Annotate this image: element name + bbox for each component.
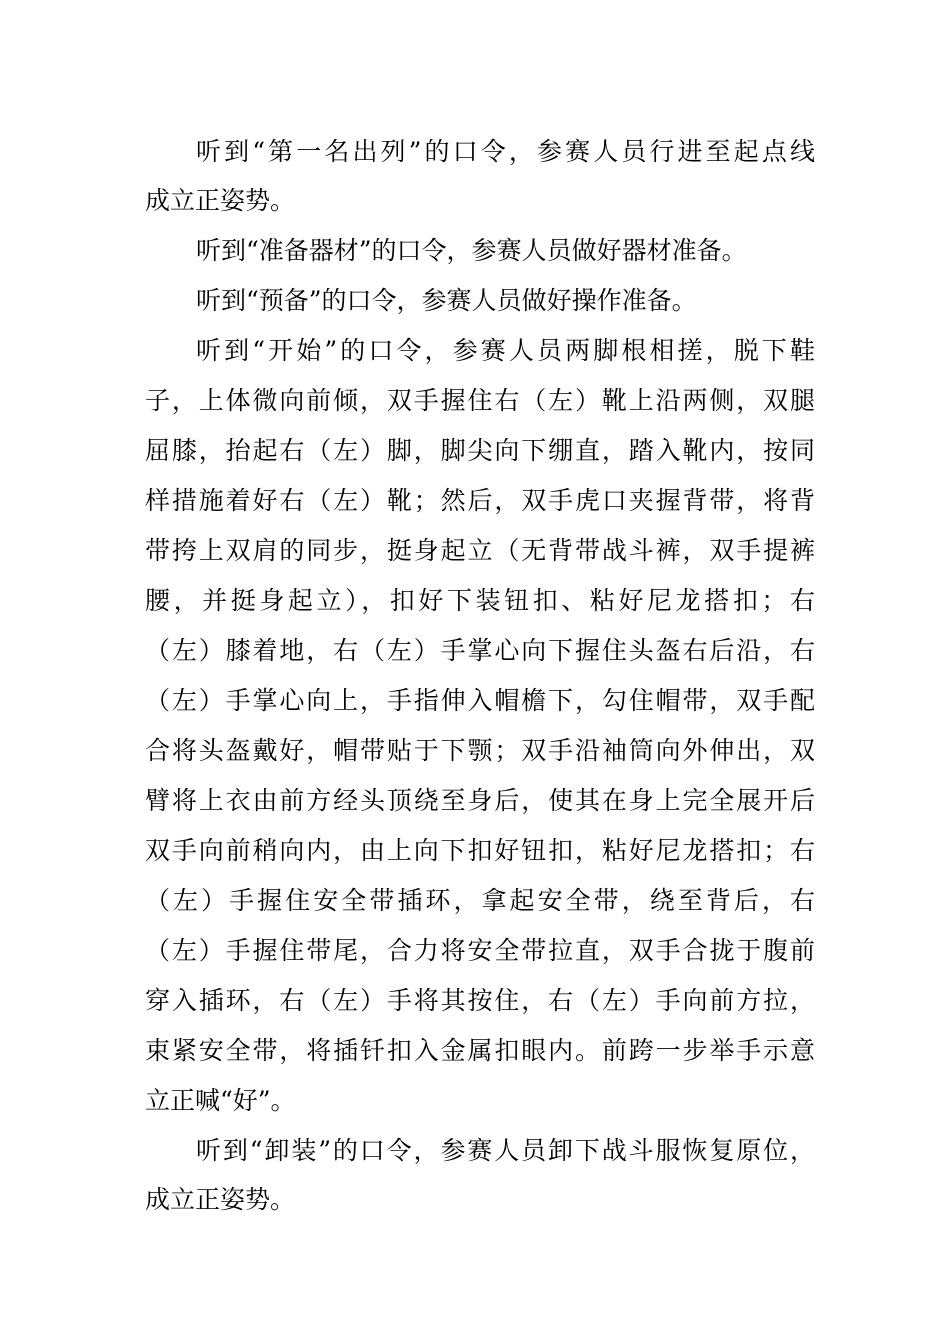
paragraph-4-line-7: （左）膝着地，右（左）手掌心向下握住头盔右后沿，右: [145, 636, 815, 665]
paragraph-4-line-5: 带挎上双肩的同步，挺身起立（无背带战斗裤，双手提裤: [145, 536, 815, 565]
paragraph-4-line-10: 臂将上衣由前方经头顶绕至身后，使其在身上完全展开后: [145, 786, 815, 815]
paragraph-4-line-9: 合将头盔戴好，帽带贴于下颚；双手沿袖筒向外伸出，双: [145, 736, 815, 765]
paragraph-4-line-11: 双手向前稍向内，由上向下扣好钮扣，粘好尼龙搭扣；右: [145, 836, 815, 865]
paragraph-1-line-2: 成立正姿势。: [145, 186, 296, 215]
paragraph-4-line-12: （左）手握住安全带插环，拿起安全带，绕至背后，右: [145, 886, 815, 915]
paragraph-4-line-14: 穿入插环，右（左）手将其按住，右（左）手向前方拉，: [145, 986, 815, 1015]
paragraph-4-line-4: 样措施着好右（左）靴；然后，双手虎口夹握背带，将背: [145, 486, 815, 515]
paragraph-4-line-3: 屈膝，抬起右（左）脚，脚尖向下绷直，踏入靴内，按同: [145, 436, 815, 465]
paragraph-3-line-1: 听到“预备”的口令，参赛人员做好操作准备。: [196, 286, 697, 315]
paragraph-4-line-13: （左）手握住带尾，合力将安全带拉直，双手合拢于腹前: [145, 936, 815, 965]
paragraph-4-line-15: 束紧安全带，将插钎扣入金属扣眼内。前跨一步举手示意: [145, 1036, 815, 1065]
paragraph-5-line-2: 成立正姿势。: [145, 1185, 296, 1214]
paragraph-4-line-2: 子，上体微向前倾，双手握住右（左）靴上沿两侧，双腿: [145, 386, 815, 415]
paragraph-5-line-1: 听到“卸装”的口令，参赛人员卸下战斗服恢复原位，: [196, 1136, 815, 1165]
paragraph-4-line-6: 腰，并挺身起立），扣好下装钮扣、粘好尼龙搭扣；右: [145, 586, 815, 615]
paragraph-2-line-1: 听到“准备器材”的口令，参赛人员做好器材准备。: [196, 236, 747, 265]
paragraph-4-line-16: 立正喊“好”。: [145, 1086, 296, 1115]
paragraph-1-line-1: 听到“第一名出列”的口令，参赛人员行进至起点线: [196, 137, 815, 166]
paragraph-4-line-8: （左）手掌心向上，手指伸入帽檐下，勾住帽带，双手配: [145, 686, 815, 715]
paragraph-4-line-1: 听到“开始”的口令，参赛人员两脚根相搓，脱下鞋: [196, 336, 815, 365]
